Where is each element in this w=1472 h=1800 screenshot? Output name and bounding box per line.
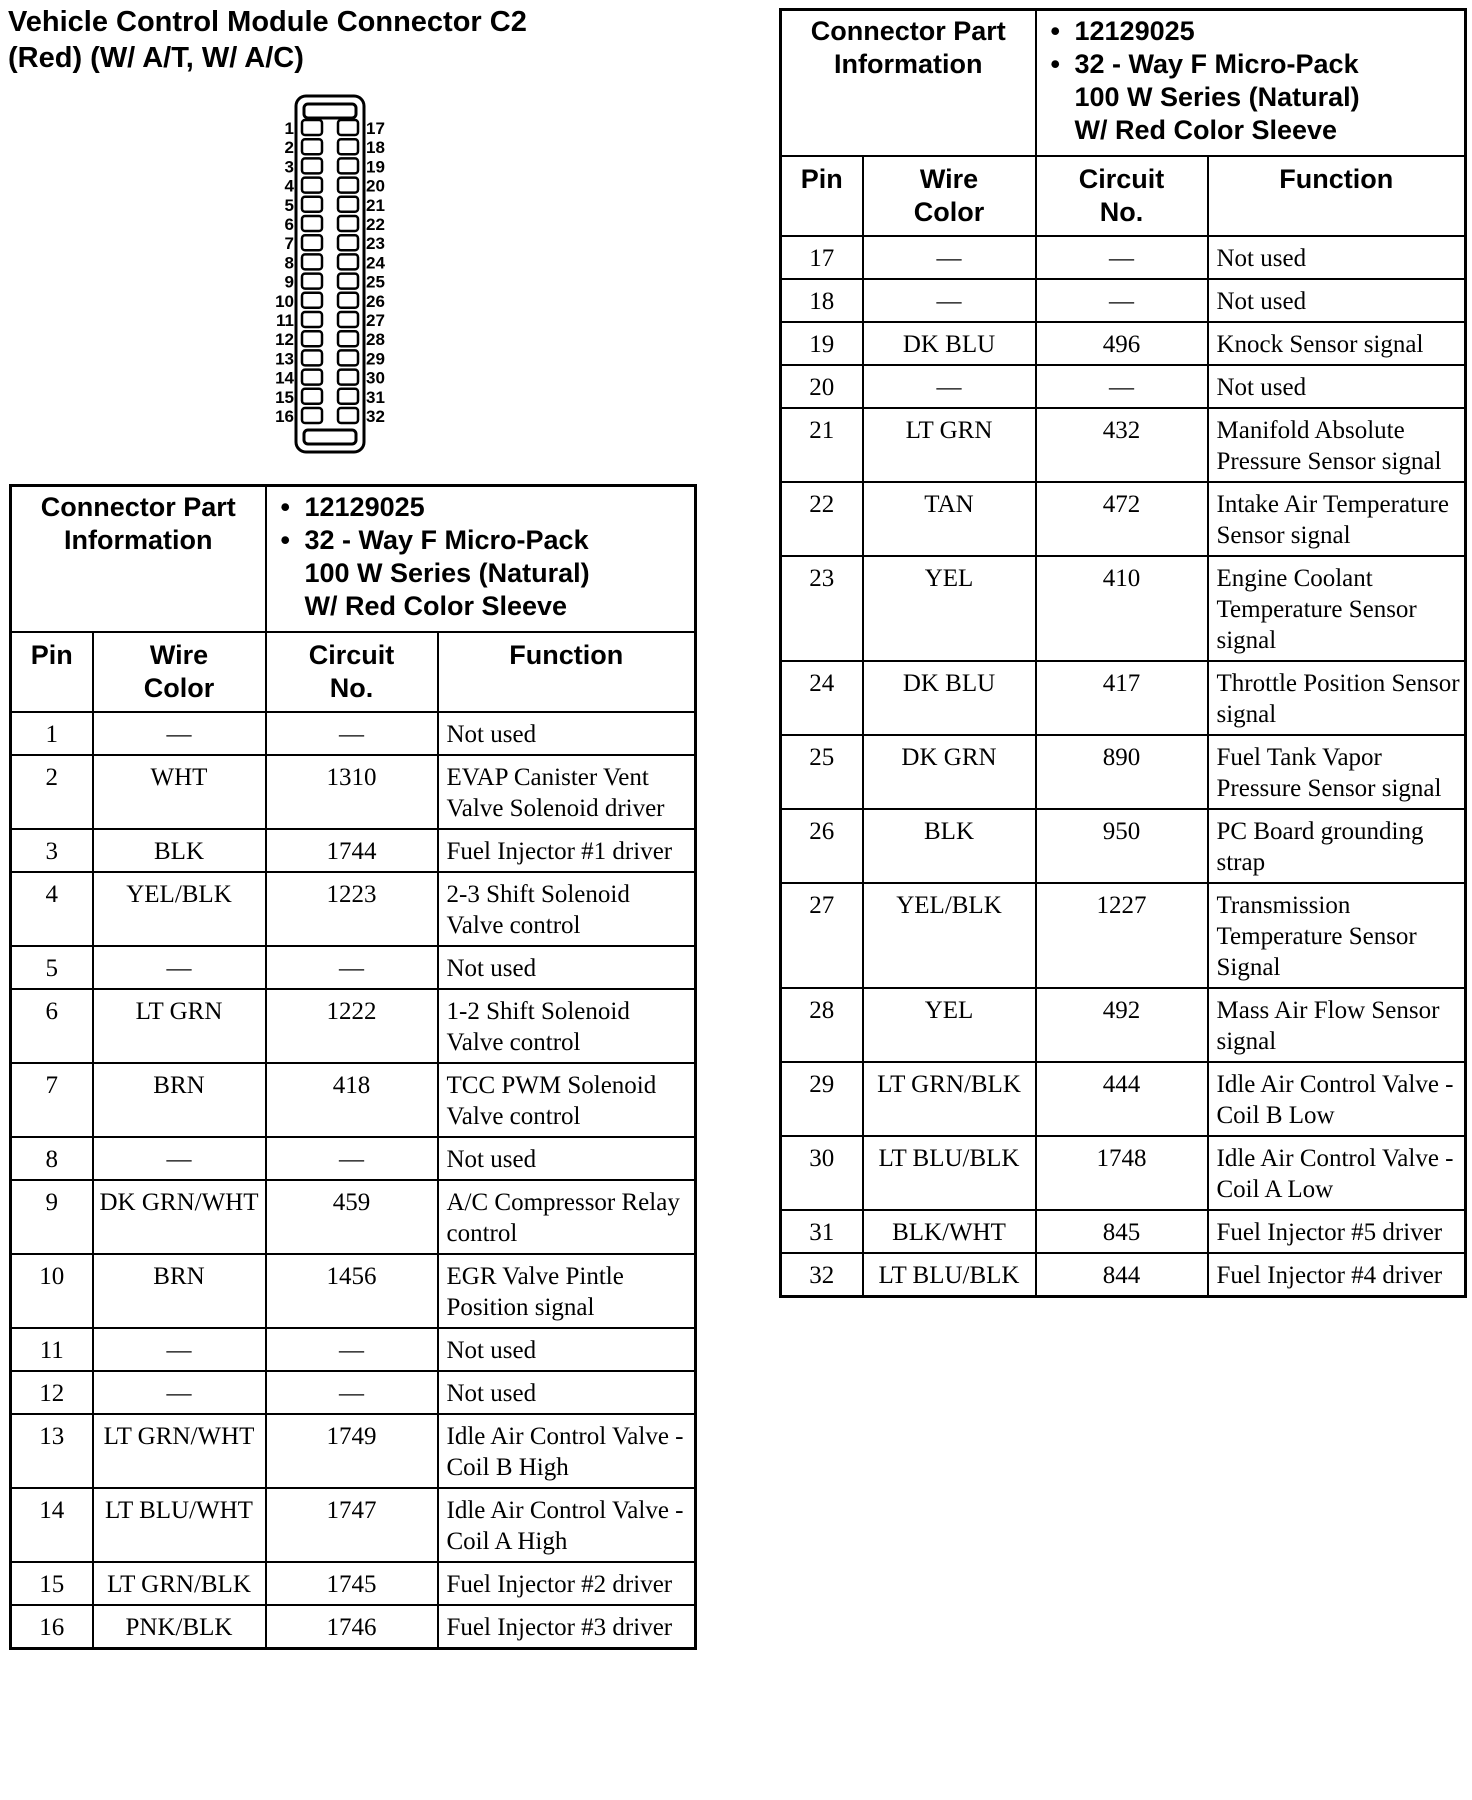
function-cell: 1-2 Shift Solenoid Valve control [438, 989, 696, 1063]
table-row [781, 661, 1466, 735]
pin-label-left: 16 [275, 407, 294, 426]
table-row [11, 755, 696, 829]
function-cell: Mass Air Flow Sensor signal [1208, 988, 1466, 1062]
wire-color-cell: — [93, 1328, 266, 1371]
title-line-2: (Red) (W/ A/T, W/ A/C) [8, 42, 304, 74]
pin-cell: 29 [781, 1062, 863, 1136]
circuit-cell: 1748 [1036, 1136, 1208, 1210]
function-cell: A/C Compressor Relay control [438, 1180, 696, 1254]
column-header-row [781, 156, 1466, 236]
pin-label-right: 31 [366, 387, 385, 407]
table-row [11, 1137, 696, 1180]
table-row [781, 1062, 1466, 1136]
pin-cell: 28 [781, 988, 863, 1062]
pin-cell: 3 [11, 829, 93, 872]
wire-color-cell: BLK [93, 829, 266, 872]
pin-label-right: 22 [366, 215, 385, 234]
connector-description-line-3: W/ Red Color Sleeve [304, 591, 568, 621]
table-row [11, 1488, 696, 1562]
table-row [781, 556, 1466, 661]
table-row [781, 1210, 1466, 1253]
connector-pin-cavity [302, 312, 322, 327]
function-cell: Idle Air Control Valve - Coil B High [438, 1414, 696, 1488]
pin-label-left: 10 [275, 291, 294, 311]
function-cell: Transmission Temperature Sensor Signal [1208, 883, 1466, 988]
wire-color-cell: — [93, 1371, 266, 1414]
wire-color-cell: — [93, 946, 266, 989]
connector-description-line-2: 100 W Series (Natural) [304, 558, 590, 588]
part-number: 12129025 [304, 492, 425, 522]
wire-color-cell: TAN [863, 482, 1036, 556]
page-title [8, 4, 708, 76]
wire-color-cell: BLK/WHT [863, 1210, 1036, 1253]
connector-info-value: • 12129025 • 32 - Way F Micro-Pack 100 W Series (Natural) W/ Red Color Sleeve [1036, 10, 1466, 157]
connector-pin-cavity [302, 370, 322, 385]
pin-label-right: 21 [366, 195, 385, 215]
pin-label-right: 20 [366, 176, 385, 196]
wire-color-cell: — [863, 236, 1036, 279]
part-number: 12129025 [1074, 16, 1195, 46]
wire-color-cell: LT GRN/BLK [93, 1562, 266, 1605]
function-cell: Fuel Injector #5 driver [1208, 1210, 1466, 1253]
pin-cell: 1 [11, 712, 93, 755]
function-cell: Not used [438, 946, 696, 989]
connector-pin-cavity [302, 331, 322, 346]
wire-color-cell: LT GRN/BLK [863, 1062, 1036, 1136]
function-cell: Knock Sensor signal [1208, 322, 1466, 365]
circuit-cell: 459 [266, 1180, 438, 1254]
wire-color-cell: YEL/BLK [93, 872, 266, 946]
circuit-cell: — [266, 712, 438, 755]
pin-label-right: 17 [366, 119, 385, 138]
table-row [11, 712, 696, 755]
wire-color-cell: LT BLU/WHT [93, 1488, 266, 1562]
pin-label-left: 6 [284, 215, 294, 234]
function-cell: Not used [438, 1328, 696, 1371]
connector-latch-bottom [304, 430, 356, 444]
circuit-cell: — [1036, 279, 1208, 322]
pin-label-left: 8 [284, 253, 294, 273]
wire-color-cell: — [93, 712, 266, 755]
function-cell: Intake Air Temperature Sensor signal [1208, 482, 1466, 556]
function-cell: Not used [438, 1137, 696, 1180]
table-row [781, 883, 1466, 988]
table-row [781, 988, 1466, 1062]
function-cell: Idle Air Control Valve - Coil A High [438, 1488, 696, 1562]
circuit-cell: 1223 [266, 872, 438, 946]
connector-pin-cavity [338, 274, 358, 289]
wire-color-cell: YEL/BLK [863, 883, 1036, 988]
pin-label-left: 7 [284, 234, 294, 254]
function-cell: Fuel Tank Vapor Pressure Sensor signal [1208, 735, 1466, 809]
pin-label-left: 1 [284, 119, 294, 138]
circuit-cell: 1747 [266, 1488, 438, 1562]
connector-pin-cavity [302, 389, 322, 404]
wire-color-cell: BRN [93, 1254, 266, 1328]
table-row [11, 1562, 696, 1605]
table-row [11, 946, 696, 989]
pin-cell: 24 [781, 661, 863, 735]
pin-label-right: 27 [366, 311, 385, 330]
circuit-cell: 418 [266, 1063, 438, 1137]
pin-cell: 23 [781, 556, 863, 661]
circuit-cell: 1222 [266, 989, 438, 1063]
table-row [11, 989, 696, 1063]
connector-pin-cavity [302, 235, 322, 250]
pin-cell: 30 [781, 1136, 863, 1210]
pin-label-left: 2 [284, 138, 294, 158]
connector-pin-cavity [338, 235, 358, 250]
pin-cell: 9 [11, 1180, 93, 1254]
pin-cell: 32 [781, 1253, 863, 1297]
function-cell: Not used [1208, 236, 1466, 279]
function-cell: Manifold Absolute Pressure Sensor signal [1208, 408, 1466, 482]
pin-label-right: 25 [366, 272, 385, 292]
wire-color-cell: YEL [863, 556, 1036, 661]
function-cell: Not used [1208, 365, 1466, 408]
connector-pin-cavity [338, 120, 358, 135]
pin-cell: 21 [781, 408, 863, 482]
connector-info-label [781, 10, 1036, 157]
connector-description-line-2: 100 W Series (Natural) [1074, 82, 1360, 112]
header-function: Function [1208, 156, 1466, 236]
circuit-cell: 444 [1036, 1062, 1208, 1136]
connector-pin-cavity [302, 158, 322, 173]
header-circuit-no: Circuit No. [1036, 156, 1208, 236]
circuit-cell: 496 [1036, 322, 1208, 365]
pin-label-left: 5 [284, 195, 294, 215]
table-row [781, 1136, 1466, 1210]
wire-color-cell: — [863, 365, 1036, 408]
circuit-cell: 950 [1036, 809, 1208, 883]
pin-label-right: 24 [366, 253, 385, 273]
connector-pin-cavity [338, 197, 358, 212]
wire-color-cell: PNK/BLK [93, 1605, 266, 1649]
circuit-cell: — [266, 1328, 438, 1371]
circuit-cell: 417 [1036, 661, 1208, 735]
circuit-cell: 1227 [1036, 883, 1208, 988]
function-cell: PC Board grounding strap [1208, 809, 1466, 883]
function-cell: Fuel Injector #2 driver [438, 1562, 696, 1605]
connector-pin-cavity [338, 216, 358, 231]
table-row [781, 279, 1466, 322]
pin-cell: 7 [11, 1063, 93, 1137]
header-pin: Pin [781, 156, 863, 236]
table-row [11, 872, 696, 946]
pin-label-left: 15 [275, 387, 294, 407]
connector-info-label-line-1: Connector Part [40, 492, 236, 522]
table-row [11, 1414, 696, 1488]
connector-info-label [11, 486, 266, 633]
wire-color-cell: WHT [93, 755, 266, 829]
pin-cell: 15 [11, 1562, 93, 1605]
pin-cell: 6 [11, 989, 93, 1063]
table-row [11, 1063, 696, 1137]
pin-cell: 31 [781, 1210, 863, 1253]
pinout-table-pins-1-16 [9, 484, 697, 1650]
connector-info-row [781, 10, 1466, 157]
connector-description-line-1: 32 - Way F Micro-Pack [1074, 49, 1359, 79]
circuit-cell: 1456 [266, 1254, 438, 1328]
header-wire-color: Wire Color [93, 632, 266, 712]
pin-cell: 18 [781, 279, 863, 322]
table-row [11, 1605, 696, 1649]
circuit-cell: — [266, 1371, 438, 1414]
wire-color-cell: DK GRN/WHT [93, 1180, 266, 1254]
header-wire-color: Wire Color [863, 156, 1036, 236]
function-cell: Throttle Position Sensor signal [1208, 661, 1466, 735]
function-cell: 2-3 Shift Solenoid Valve control [438, 872, 696, 946]
table-row [781, 236, 1466, 279]
pin-label-left: 12 [275, 330, 294, 350]
header-circuit-no: Circuit No. [266, 632, 438, 712]
pin-label-right: 32 [366, 407, 385, 426]
connector-pin-cavity [302, 139, 322, 154]
pin-cell: 8 [11, 1137, 93, 1180]
connector-face-diagram [250, 90, 420, 460]
wire-color-cell: YEL [863, 988, 1036, 1062]
wire-color-cell: DK GRN [863, 735, 1036, 809]
connector-info-row [11, 486, 696, 633]
connector-pin-cavity [338, 408, 358, 423]
pin-label-right: 30 [366, 368, 385, 388]
pin-label-left: 14 [275, 368, 294, 388]
circuit-cell: 1749 [266, 1414, 438, 1488]
circuit-cell: — [266, 1137, 438, 1180]
circuit-cell: — [1036, 365, 1208, 408]
connector-pin-cavity [302, 197, 322, 212]
connector-pin-cavity [338, 158, 358, 173]
pin-label-left: 9 [284, 272, 294, 292]
wire-color-cell: LT GRN [863, 408, 1036, 482]
function-cell: Idle Air Control Valve - Coil B Low [1208, 1062, 1466, 1136]
header-pin: Pin [11, 632, 93, 712]
wire-color-cell: DK BLU [863, 661, 1036, 735]
pin-cell: 19 [781, 322, 863, 365]
circuit-cell: 1746 [266, 1605, 438, 1649]
pin-cell: 14 [11, 1488, 93, 1562]
function-cell: Not used [438, 1371, 696, 1414]
connector-pin-cavity [338, 312, 358, 327]
connector-info-label-line-1: Connector Part [810, 16, 1006, 46]
connector-pin-cavity [338, 254, 358, 269]
table-row [11, 1371, 696, 1414]
circuit-cell: 890 [1036, 735, 1208, 809]
pin-label-right: 26 [366, 291, 385, 311]
connector-pin-cavity [302, 178, 322, 193]
function-cell: Idle Air Control Valve - Coil A Low [1208, 1136, 1466, 1210]
header-function: Function [438, 632, 696, 712]
circuit-cell: 844 [1036, 1253, 1208, 1297]
wire-color-cell: LT BLU/BLK [863, 1253, 1036, 1297]
circuit-cell: 432 [1036, 408, 1208, 482]
wire-color-cell: DK BLU [863, 322, 1036, 365]
pin-cell: 26 [781, 809, 863, 883]
wire-color-cell: — [863, 279, 1036, 322]
circuit-cell: 1744 [266, 829, 438, 872]
pin-label-left: 4 [284, 176, 294, 196]
pin-cell: 4 [11, 872, 93, 946]
connector-pin-cavity [302, 408, 322, 423]
function-cell: Not used [1208, 279, 1466, 322]
pin-cell: 20 [781, 365, 863, 408]
table-row [781, 735, 1466, 809]
circuit-cell: 1310 [266, 755, 438, 829]
function-cell: Fuel Injector #4 driver [1208, 1253, 1466, 1297]
pin-cell: 16 [11, 1605, 93, 1649]
circuit-cell: 1745 [266, 1562, 438, 1605]
pin-label-right: 29 [366, 349, 385, 369]
table-row [781, 482, 1466, 556]
pin-label-right: 19 [366, 157, 385, 177]
connector-pin-cavity [338, 139, 358, 154]
circuit-cell: 472 [1036, 482, 1208, 556]
table-row [781, 365, 1466, 408]
circuit-cell: — [1036, 236, 1208, 279]
table-row [781, 408, 1466, 482]
pin-cell: 11 [11, 1328, 93, 1371]
column-header-row [11, 632, 696, 712]
connector-description-line-3: W/ Red Color Sleeve [1074, 115, 1338, 145]
table-row [11, 1254, 696, 1328]
connector-pin-cavity [302, 350, 322, 365]
pin-cell: 12 [11, 1371, 93, 1414]
connector-pin-cavity [338, 370, 358, 385]
connector-info-value: • 12129025 • 32 - Way F Micro-Pack 100 W Series (Natural) W/ Red Color Sleeve [266, 486, 696, 633]
pin-cell: 27 [781, 883, 863, 988]
pin-cell: 2 [11, 755, 93, 829]
pin-label-right: 23 [366, 234, 385, 254]
pin-cell: 25 [781, 735, 863, 809]
pin-cell: 17 [781, 236, 863, 279]
title-line-1: Vehicle Control Module Connector C2 [8, 6, 527, 38]
function-cell: Engine Coolant Temperature Sensor signal [1208, 556, 1466, 661]
function-cell: Not used [438, 712, 696, 755]
pin-label-left: 13 [275, 349, 294, 369]
connector-pin-cavity [338, 293, 358, 308]
wire-color-cell: LT GRN/WHT [93, 1414, 266, 1488]
circuit-cell: — [266, 946, 438, 989]
connector-description-line-1: 32 - Way F Micro-Pack [304, 525, 589, 555]
pinout-table-pins-17-32 [779, 8, 1467, 1298]
pin-cell: 22 [781, 482, 863, 556]
connector-pin-cavity [302, 120, 322, 135]
connector-pin-cavity [338, 178, 358, 193]
table-row [781, 1253, 1466, 1297]
wire-color-cell: — [93, 1137, 266, 1180]
table-row [11, 829, 696, 872]
table-row [781, 322, 1466, 365]
circuit-cell: 492 [1036, 988, 1208, 1062]
connector-pin-cavity [338, 331, 358, 346]
connector-pin-cavity [338, 389, 358, 404]
table-row [11, 1180, 696, 1254]
function-cell: Fuel Injector #3 driver [438, 1605, 696, 1649]
circuit-cell: 845 [1036, 1210, 1208, 1253]
connector-pin-cavity [338, 350, 358, 365]
connector-pin-cavity [302, 216, 322, 231]
function-cell: EGR Valve Pintle Position signal [438, 1254, 696, 1328]
pin-label-left: 3 [284, 157, 294, 177]
wire-color-cell: LT BLU/BLK [863, 1136, 1036, 1210]
pin-label-right: 18 [366, 138, 385, 158]
wire-color-cell: BLK [863, 809, 1036, 883]
connector-pin-cavity [302, 254, 322, 269]
table-row [781, 809, 1466, 883]
wire-color-cell: BRN [93, 1063, 266, 1137]
connector-info-label-line-2: Information [834, 49, 983, 79]
pin-cell: 13 [11, 1414, 93, 1488]
function-cell: EVAP Canister Vent Valve Solenoid driver [438, 755, 696, 829]
circuit-cell: 410 [1036, 556, 1208, 661]
table-row [11, 1328, 696, 1371]
pin-label-right: 28 [366, 330, 385, 350]
connector-latch-top [304, 104, 356, 118]
pin-cell: 10 [11, 1254, 93, 1328]
connector-info-label-line-2: Information [64, 525, 213, 555]
connector-pin-cavity [302, 274, 322, 289]
pin-cell: 5 [11, 946, 93, 989]
function-cell: Fuel Injector #1 driver [438, 829, 696, 872]
wire-color-cell: LT GRN [93, 989, 266, 1063]
pin-label-left: 11 [276, 311, 294, 330]
function-cell: TCC PWM Solenoid Valve control [438, 1063, 696, 1137]
connector-pin-cavity [302, 293, 322, 308]
